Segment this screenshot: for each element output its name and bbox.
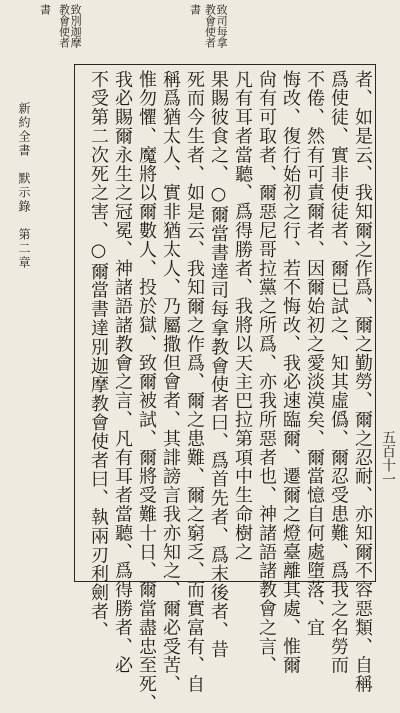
text-column-5: 尙有可取者、爾惡尼哥拉黨之所爲、亦我所惡者也、神諸語諸教會之言、 xyxy=(256,70,277,675)
text-column-8: 死而今生者、如是云、我知爾之作爲、爾之患難、爾之窮乏、而實富有、自 xyxy=(184,70,205,694)
text-column-10: 惟勿懼、魔將以爾數人、投於獄、致爾被試、爾將受難十日、爾當盡忠至死、 xyxy=(136,70,157,713)
text-column-3: 不倦、然有可責爾者、因爾始初之愛淡漠矣、爾當憶自何處墮落、宜 xyxy=(304,70,325,637)
text-column-9: 稱爲猶太人、實非猶太人、乃屬撒但會者、其誹謗言我亦知之、爾必受苦、 xyxy=(160,70,181,694)
page-number: 五百十一 xyxy=(380,430,396,486)
text-column-1: 者、如是云、我知爾之作爲、爾之勤勞、爾之忍耐、亦知爾不容惡類、自稱 xyxy=(352,70,373,694)
header-right-small: 書 xyxy=(38,4,52,15)
header-right: 致別迦摩 教會使者 xyxy=(57,4,83,48)
text-column-4: 悔改、復行始初之行、若不悔改、我必速臨爾、遷爾之燈臺離其處、惟爾 xyxy=(280,70,301,675)
text-column-6: 凡有耳者當聽、爲得勝者、我將以天主巴拉第項中生命樹之 xyxy=(232,70,253,562)
header-left: 致司每拿 教會使者 xyxy=(203,4,229,48)
text-column-12: 不受第二次死之害、○爾當書達別迦摩教會使者曰、執兩刃利劍者、 xyxy=(88,70,109,640)
text-column-2: 爲使徒、實非使徒者、爾已試之、知其虛僞、爾忍受患難、爲我之名勞而 xyxy=(328,70,349,675)
header-left-small: 書 xyxy=(188,4,202,15)
text-column-7: 果賜彼食之、○爾當書達司每拿教會使者曰、爲首先者、爲末後者、昔 xyxy=(208,70,229,659)
text-column-11: 我必賜爾永生之冠冕、神諸語諸教會之言、凡有耳者當聽、爲得勝者、必 xyxy=(112,70,133,675)
margin-title: 新約全書 默示錄 第二章 xyxy=(17,102,31,270)
